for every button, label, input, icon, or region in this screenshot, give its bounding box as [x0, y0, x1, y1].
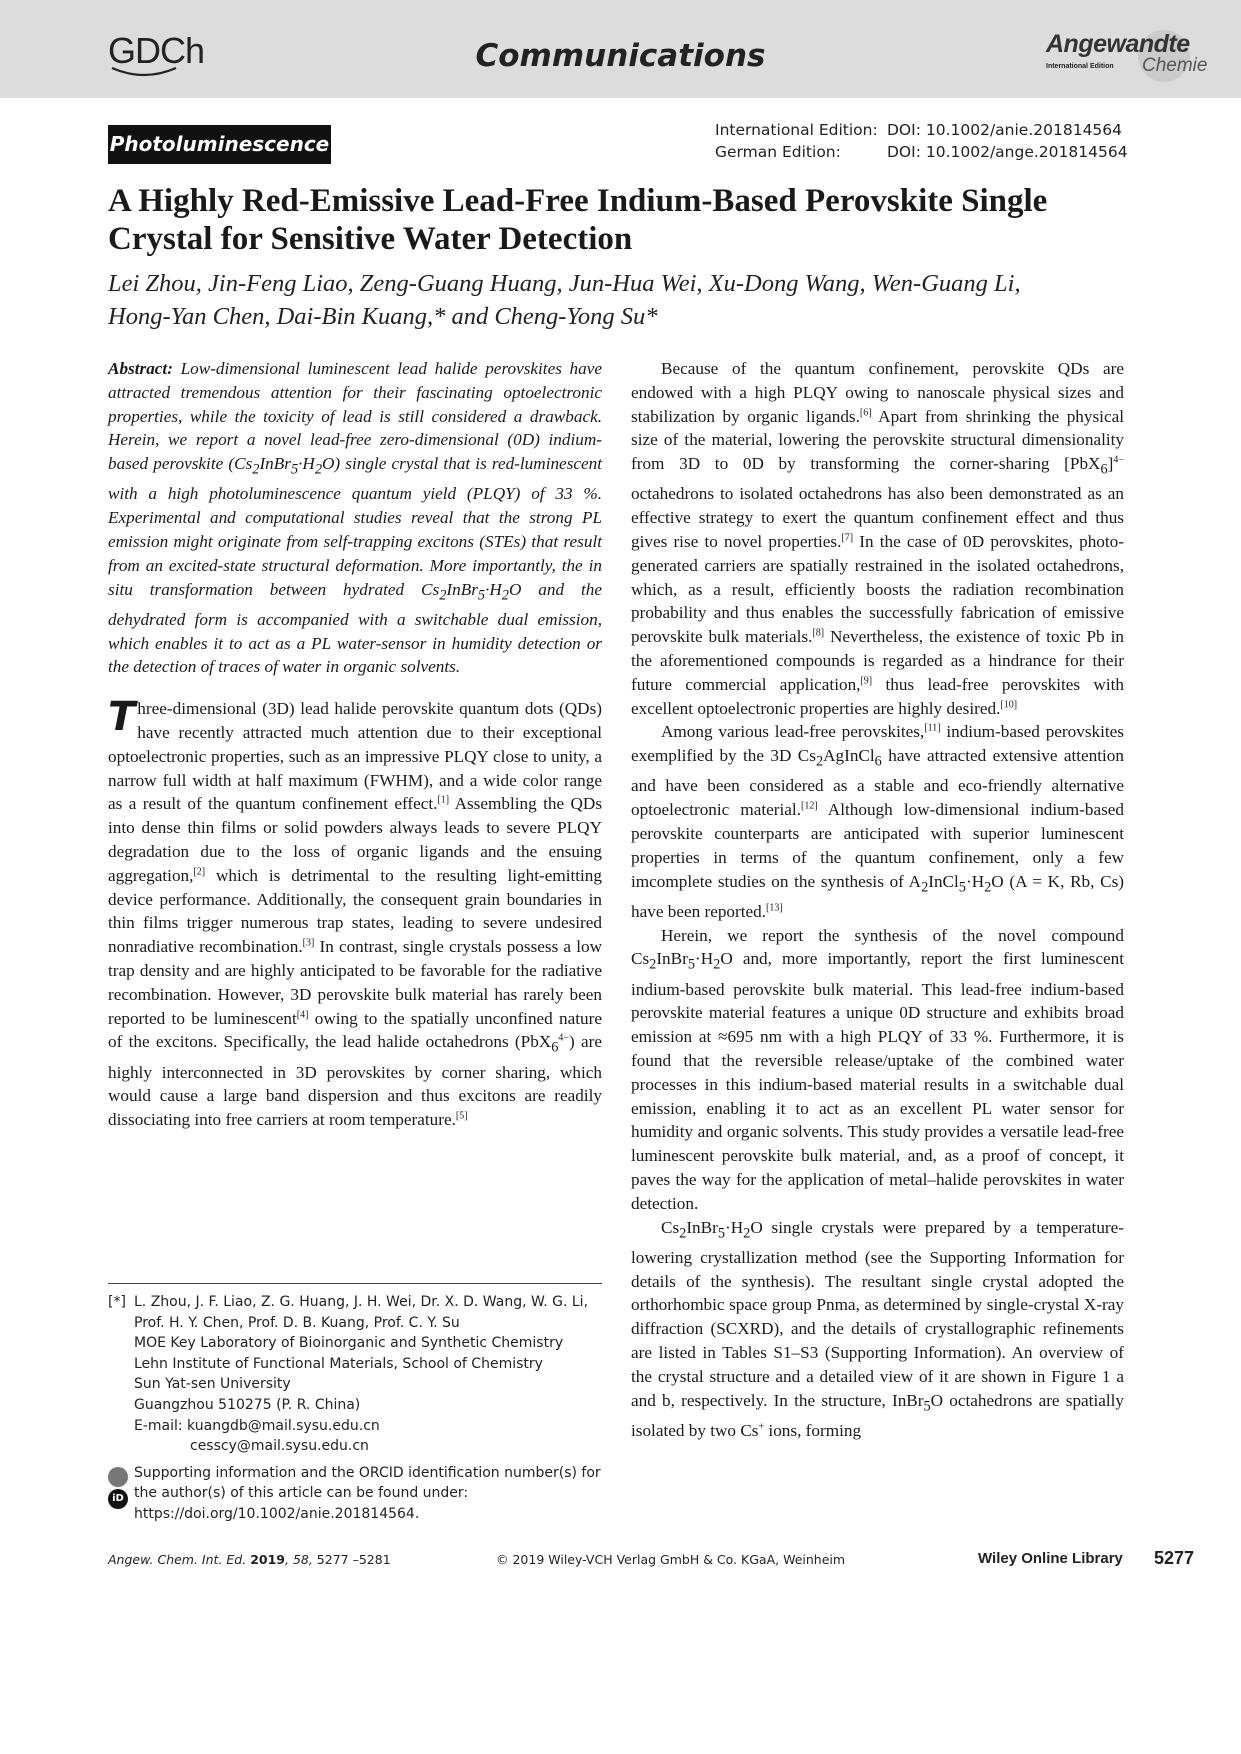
body-text: InBr: [686, 1217, 718, 1237]
body-text: ]: [1107, 454, 1114, 474]
body-text: which is detrimental to the resulting light-emitting device performance. Additionally, the consequent grain boundaries in thin films trigger numerous trap states, leading to severe undesired nonradiative recombination.: [108, 865, 602, 957]
body-text: Cs: [661, 1217, 680, 1237]
drop-cap: T: [108, 694, 136, 741]
abstract-text: O and the dehydrated form is accompanied with a switchable dual emission, which enables it to act as a PL water-sensor in humidity detection or the detection of traces of water in organic solvents.: [108, 579, 602, 677]
email-line[interactable]: E-mail: kuangdb@mail.sysu.edu.cn: [134, 1417, 380, 1434]
doi-label: International Edition:: [715, 121, 878, 139]
subscript: 2: [501, 587, 509, 604]
abstract-text: O) single crystal that is red-luminescent with a high photoluminescence quantum yield (PLQY) of 33 %. Experimental and computational studies reveal that the strong PL emission might originate from self-trapping excitons (STEs) that result from an excited-state structural deformation. More importantly, the in situ transformation between hydrated Cs: [108, 454, 603, 599]
citation-ref[interactable]: [9]: [860, 675, 873, 687]
subscript: 5: [923, 1398, 931, 1415]
body-text: Nevertheless, the existence of toxic Pb in the aforementioned compounds is regarded as a hindrance for their future commercial application,: [631, 627, 1124, 694]
body-text: Although low-dimensional indium-based perovskite counterparts are anticipated with superior luminescent properties in terms of the quantum confinement, only a few imcomplete studies on the synthesis of A: [631, 800, 1124, 891]
body-text: octahedrons to isolated octahedrons has also been demonstrated as an effective strategy to exert the quantum confinement effect and thus gives rise to novel properties.: [631, 484, 1124, 552]
journal-logo-sub: Chemie: [1142, 55, 1208, 76]
section-title: Communications: [475, 38, 766, 74]
journal-logo-main: Angewandte: [1046, 30, 1190, 58]
journal-logo: [1046, 30, 1221, 80]
body-paragraph: [631, 720, 1124, 923]
body-text: ) are highly interconnected in 3D perovskites by corner sharing, which would cause a large band dispersion and thus excitons are readily dissociating into free carriers at room temperature.: [108, 1032, 602, 1130]
citation-ref[interactable]: [4]: [296, 1008, 309, 1020]
orcid-icon: iD: [108, 1489, 128, 1509]
body-text: AgInCl: [823, 746, 875, 766]
subscript: 5: [958, 879, 966, 896]
citation-ref[interactable]: [13]: [766, 902, 783, 914]
abstract-label: Abstract:: [108, 359, 173, 378]
body-text: Apart from shrinking the physical size of the material, lowering the perovskite structural dimensionality from 3D to 0D by transforming the corner-sharing [PbX: [631, 406, 1124, 474]
affiliation-block: [108, 1292, 602, 1457]
body-text: Because of the quantum confinement, perovskite QDs are endowed with a high PLQY owing to nanoscale physical sizes and stabilization by organic ligands.: [631, 359, 1124, 426]
page-number: 5277: [1154, 1548, 1195, 1568]
topic-badge: Photoluminescence: [108, 125, 331, 164]
journal-logo-edition: International Edition: [1046, 63, 1114, 70]
abstract-text: ·H: [298, 454, 315, 474]
citation-ref[interactable]: [7]: [841, 532, 854, 544]
footnote-line: the author(s) of this article can be found under:: [134, 1485, 469, 1502]
body-text: ·H: [725, 1217, 744, 1237]
footnote-line: Lehn Institute of Functional Materials, School of Chemistry: [134, 1355, 543, 1372]
doi-link[interactable]: DOI: 10.1002/ange.201814564: [887, 143, 1128, 161]
right-column: [631, 357, 1124, 1443]
citation-ref[interactable]: [12]: [801, 800, 818, 812]
abstract: [108, 357, 602, 679]
subscript: 5: [717, 1225, 726, 1242]
body-paragraph: [631, 924, 1124, 1216]
footnote-line: Guangzhou 510275 (P. R. China): [134, 1396, 361, 1413]
publisher-logo: GDCh: [108, 30, 205, 71]
subscript: 5: [687, 956, 696, 973]
subscript: 2: [649, 956, 657, 973]
superscript: 4−: [1113, 454, 1124, 466]
supporting-info-link[interactable]: https://doi.org/10.1002/anie.201814564.: [134, 1505, 420, 1522]
body-paragraph: [631, 1216, 1124, 1443]
abstract-text: ·H: [485, 579, 502, 599]
subscript: 2: [984, 879, 992, 896]
subscript: 6: [874, 753, 882, 770]
body-text: Among various lead-free perovskites,: [661, 722, 925, 742]
body-text: ·H: [965, 871, 985, 891]
article-title-line: A Highly Red-Emissive Lead-Free Indium-Based Perovskite Single: [108, 183, 1048, 219]
left-column: [108, 357, 602, 1132]
abstract-text: InBr: [259, 454, 291, 474]
body-text: O octahedrons are spatially isolated by two Cs: [631, 1390, 1125, 1440]
abstract-text: Low-dimensional luminescent lead halide perovskites have attracted tremendous attention for their fascinating optoelectronic properties, while the toxicity of lead is still considered a drawback. Herein, we report a novel lead-free zero-dimensional (0D) indium-based perovskite (Cs: [108, 359, 602, 474]
footnote-line: Supporting information and the ORCID identification number(s) for: [134, 1464, 601, 1481]
footnote-line: Sun Yat-sen University: [134, 1376, 291, 1393]
author-line: Lei Zhou, Jin-Feng Liao, Zeng-Guang Huang, Jun-Hua Wei, Xu-Dong Wang, Wen-Guang Li,: [108, 270, 1021, 297]
body-text: ·H: [695, 949, 714, 969]
footer-journal: Angew. Chem. Int. Ed.: [108, 1552, 247, 1567]
email-line[interactable]: cesscy@mail.sysu.edu.cn: [190, 1438, 369, 1455]
wiley-online-library-link[interactable]: Wiley Online Library: [978, 1550, 1123, 1567]
body-text: InCl: [928, 871, 959, 891]
citation-ref[interactable]: [3]: [302, 937, 315, 949]
doi-link[interactable]: DOI: 10.1002/anie.201814564: [887, 121, 1123, 139]
footer-volume: 58: [292, 1552, 309, 1567]
subscript: 5: [477, 587, 486, 604]
citation-ref[interactable]: [11]: [924, 722, 941, 734]
body-text: In the case of 0D perovskites, photo-generated carriers are spatially restrained in the isolated octahedrons, which, as a result, efficiently boosts the radiation recombination probability and thus enables the successfully fabrication of emissive perovskite bulk materials.: [631, 532, 1124, 647]
supporting-info-icon: [108, 1467, 128, 1487]
body-text: thus lead-free perovskites with excellent optoelectronic properties are highly desired.: [631, 674, 1124, 718]
body-text: O and, more importantly, report the first luminescent indium-based perovskite bulk material. This lead-free indium-based perovskite material features a unique 0D structure and exhibits broad emission at ≈695 nm with a high PLQY of 33 %. Furthermore, it is found that the reversible release/uptake of the combined water processes in this indium-based material results in a switchable dual emission, enabling it to act as an excellent PL water sensor for humidity and organic solvents. This study provides a versatile lead-free luminescent perovskite bulk material, and, as a proof of concept, it paves the way for the application of metal–halide perovskites in water detection.: [631, 949, 1124, 1213]
body-paragraph: [631, 357, 1124, 720]
doi-row-german: [715, 141, 1128, 163]
citation-ref[interactable]: [10]: [1000, 698, 1018, 710]
footnote-line: Prof. H. Y. Chen, Prof. D. B. Kuang, Prof. C. Y. Su: [134, 1314, 460, 1331]
citation-ref[interactable]: [2]: [193, 866, 206, 878]
subscript: 6: [551, 1039, 559, 1056]
page-footer: [108, 1550, 1198, 1570]
subscript: 2: [252, 461, 260, 478]
subscript: 5: [290, 461, 299, 478]
footnote-divider: [108, 1283, 602, 1284]
body-text: O single crystals were prepared by a temperature-lowering crystallization method (see the Supporting Information for details of the synthesis). The resultant single crystal adopted the orthorhombic space group Pnma, as determined by single-crystal X-ray diffraction (SCXRD), and the details of crystallographic refinements are listed in Tables S1–S3 (Supporting Information). An overview of the crystal structure and a detailed view of it are shown in Figure 1 a and b, respectively. In the structure, InBr: [631, 1217, 1124, 1410]
superscript: +: [758, 1421, 765, 1433]
superscript: 4−: [558, 1032, 570, 1044]
subscript: 2: [713, 956, 721, 973]
subscript: 2: [314, 461, 323, 478]
author-line: Hong-Yan Chen, Dai-Bin Kuang,* and Cheng-Yong Su*: [108, 303, 658, 330]
abstract-text: InBr: [446, 579, 478, 599]
body-text: Herein, we report the synthesis of the novel compound Cs: [631, 925, 1124, 969]
subscript: 2: [815, 753, 824, 770]
body-text: have attracted extensive attention and have been considered as a stable and eco-friendly alternative optoelectronic material.: [631, 746, 1124, 820]
body-text: hree-dimensional (3D) lead halide perovskite quantum dots (QDs) have recently attracted much attention due to their exceptional optoelectronic properties, such as an impressive PLQY close to unity, a narrow full width at half maximum (FWHM), and a wide color range as a result of the quantum confinement effect.: [108, 699, 602, 814]
doi-block: [715, 119, 1128, 163]
citation-ref[interactable]: [5]: [455, 1110, 468, 1122]
affiliation-footnote: [108, 1292, 602, 1525]
doi-row-international: [715, 119, 1128, 141]
subscript: 6: [1100, 461, 1108, 478]
article-title-line: Crystal for Sensitive Water Detection: [108, 221, 633, 257]
footnote-line: MOE Key Laboratory of Bioinorganic and Synthetic Chemistry: [134, 1335, 564, 1352]
footnote-line: L. Zhou, J. F. Liao, Z. G. Huang, J. H. Wei, Dr. X. D. Wang, W. G. Li,: [134, 1294, 589, 1310]
body-text: indium-based perovskites exemplified by the 3D Cs: [631, 722, 1124, 766]
intro-paragraph: [108, 694, 603, 1132]
body-text: ions, forming: [764, 1420, 862, 1440]
citation-ref[interactable]: [6]: [859, 406, 872, 418]
doi-label: German Edition:: [715, 143, 841, 161]
body-text: O (A = K, Rb, Cs) have been reported.: [631, 871, 1125, 921]
citation-ref[interactable]: [1]: [437, 794, 450, 806]
body-text: owing to the spatially unconfined nature of the excitons. Specifically, the lead halide octahedrons (PbX: [108, 1008, 602, 1052]
article-title: [108, 182, 1128, 258]
body-text: Assembling the QDs into dense thin films or solid powders always leads to severe PLQY degradation due to the loss of organic ligands and the ensuing aggregation,: [108, 794, 603, 885]
body-text: InBr: [656, 949, 688, 969]
author-list: [108, 267, 1128, 333]
footnote-mark: [*]: [108, 1294, 126, 1310]
subscript: 2: [679, 1225, 687, 1242]
citation-line: Angew. Chem. Int. Ed. 2019, 58, 5277 –5281: [108, 1552, 391, 1567]
supporting-info-note: [108, 1463, 602, 1525]
footer-pages: 5277 –5281: [316, 1552, 391, 1567]
subscript: 2: [921, 879, 929, 896]
copyright: © 2019 Wiley-VCH Verlag GmbH & Co. KGaA, Weinheim: [496, 1552, 846, 1567]
subscript: 2: [439, 587, 447, 604]
citation-ref[interactable]: [8]: [812, 627, 825, 639]
body-text: In contrast, single crystals possess a low trap density and are highly anticipated to be favorable for the radiative recombination. However, 3D perovskite bulk material has rarely been reported to be luminescent: [108, 937, 602, 1028]
subscript: 2: [743, 1225, 751, 1242]
footer-year: 2019: [250, 1552, 285, 1567]
